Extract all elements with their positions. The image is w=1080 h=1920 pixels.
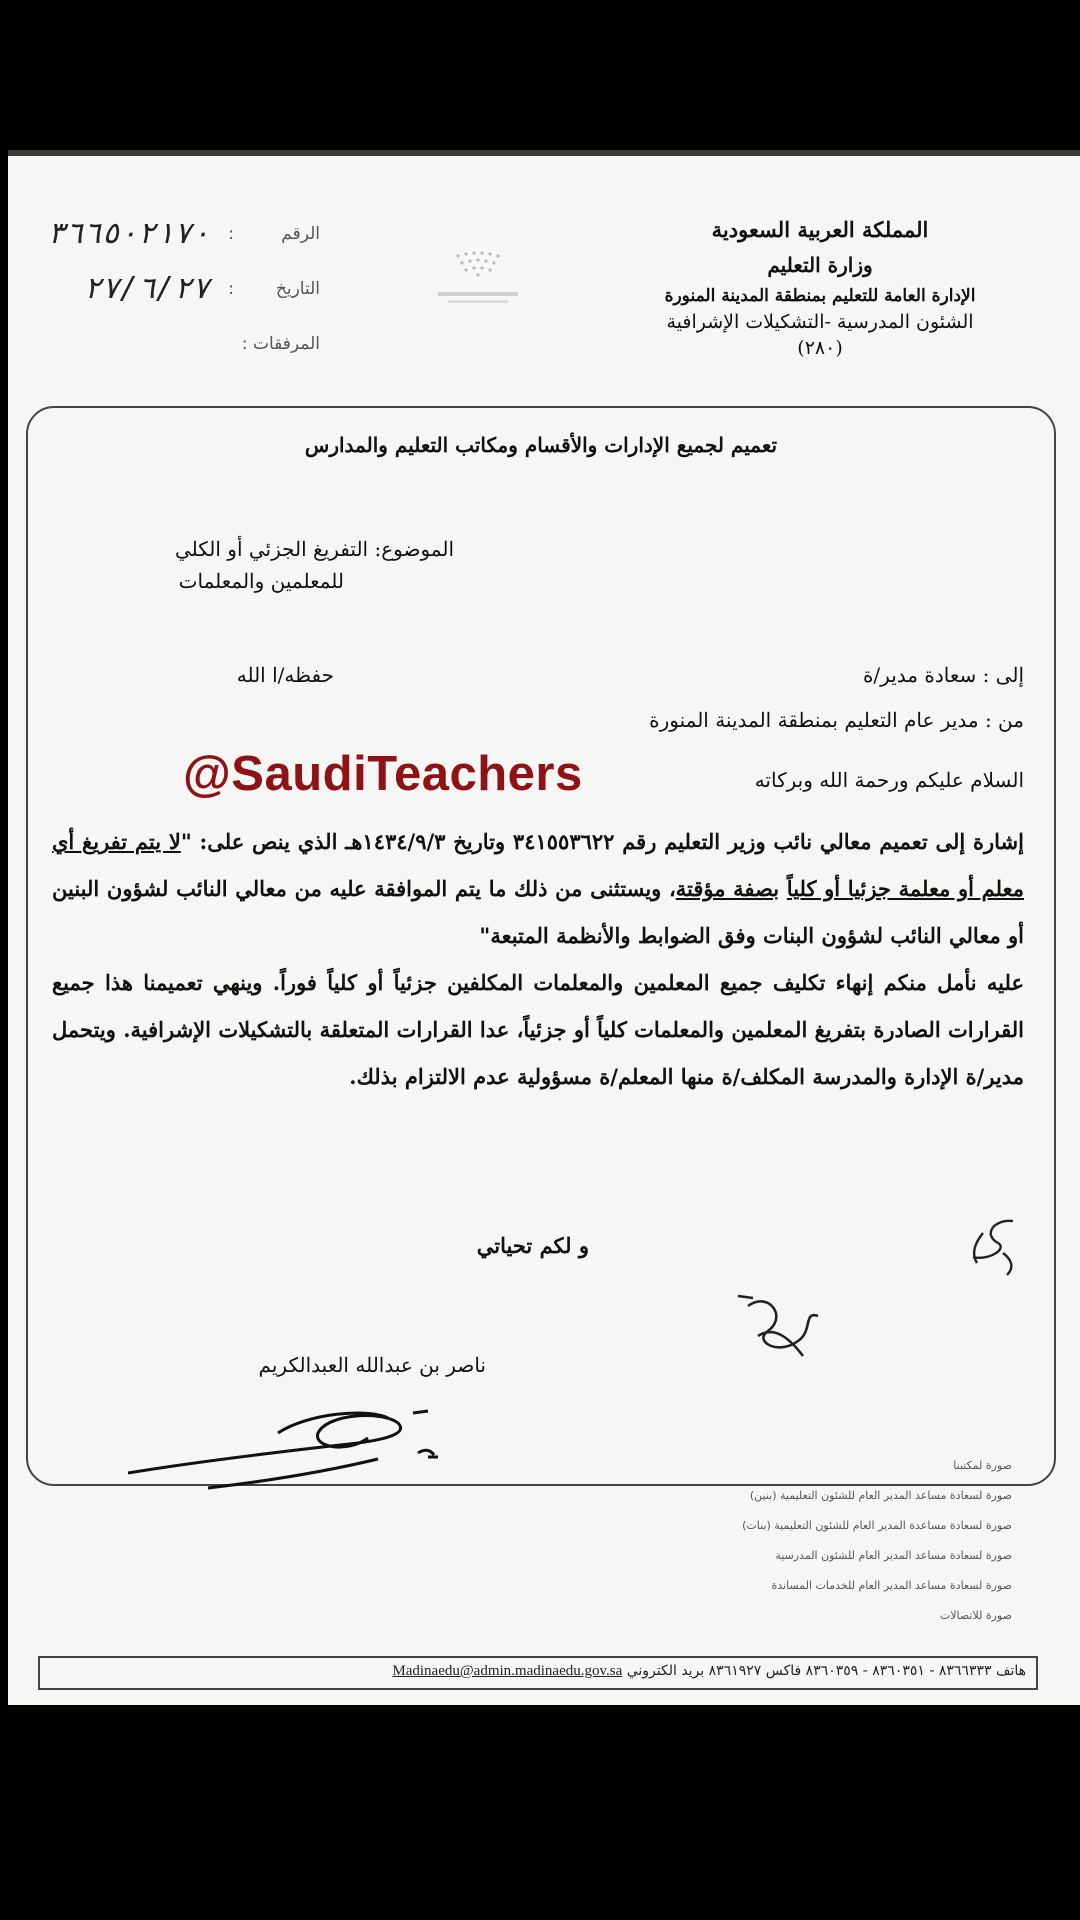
ministry-name: وزارة التعليم bbox=[767, 253, 873, 278]
ministry-logo-icon bbox=[418, 244, 538, 314]
signer-name: ناصر بن عبدالله العبدالكريم bbox=[258, 1353, 486, 1377]
reference-date-row bbox=[20, 271, 320, 311]
recipient-honorific: حفظه/ا الله bbox=[236, 663, 334, 687]
date-value: ٢٧/٦/٢٧ bbox=[83, 271, 210, 306]
closing-regards: و لكم تحياتي bbox=[476, 1233, 589, 1258]
greeting: السلام عليكم ورحمة الله وبركاته bbox=[754, 768, 1024, 792]
cc-item: صورة للاتصالات bbox=[939, 1609, 1012, 1622]
subject-line-1: الموضوع: التفريغ الجزئي أو الكلي bbox=[174, 537, 454, 561]
body-paragraph-1 bbox=[52, 818, 1024, 959]
memo-subject bbox=[94, 533, 454, 597]
department-code: (٢٨٠) bbox=[797, 336, 843, 359]
document-page bbox=[8, 150, 1080, 1705]
cc-item: صورة لمكتبنا bbox=[953, 1459, 1012, 1472]
body-paragraph-2: عليه نأمل منكم إنهاء تكليف جميع المعلمين والمعلمات المكلفين جزئياً أو كلياً فوراً. وينهي تعميمنا هذا جميع القرارات الصادرة بتفريغ المعلمين والمعلمات كلياً أو جزئياً، عدا القرارات المتعلقة بالتشكيلات الإشرافية. ويتحمل مدير/ة الإدارة والمدرسة المكلف/ة منها المعلم/ة مسؤولية عدم الالتزام بذلك. bbox=[52, 970, 1024, 1089]
cc-item: صورة لسعادة مساعد المدير العام للشئون التعليمية (بنين) bbox=[749, 1489, 1012, 1502]
reference-number-row bbox=[20, 216, 320, 256]
attachments-row bbox=[20, 326, 320, 366]
recipient-line: إلى : سعادة مدير/ة bbox=[862, 663, 1024, 687]
contact-footer bbox=[38, 1656, 1038, 1690]
para1-space bbox=[779, 876, 787, 901]
number-value: ٣٦٦٥٠٢١٧٠ bbox=[47, 216, 210, 251]
reference-fields bbox=[20, 216, 320, 376]
cc-item: صورة لسعادة مساعد المدير العام للخدمات المساندة bbox=[771, 1579, 1012, 1592]
attachments-label: المرفقات : bbox=[241, 334, 320, 354]
memo-title: تعميم لجميع الإدارات والأقسام ومكاتب التعليم والمدارس bbox=[304, 433, 778, 457]
para1-underlined-2: بصفة مؤقتة bbox=[675, 876, 780, 901]
cc-item: صورة لسعادة مساعد المدير العام للشئون المدرسية bbox=[775, 1549, 1012, 1562]
directorate-name: الإدارة العامة للتعليم بمنطقة المدينة المنورة bbox=[664, 286, 976, 307]
contact-email: Madinaedu@admin.madinaedu.gov.sa bbox=[392, 1663, 623, 1679]
kingdom-name: المملكة العربية السعودية bbox=[711, 217, 929, 242]
memo-body bbox=[52, 818, 1024, 1100]
date-colon: : bbox=[228, 279, 234, 299]
department-name: الشئون المدرسية -التشكيلات الإشرافية bbox=[666, 311, 974, 334]
cc-list bbox=[652, 1451, 1012, 1631]
director-signature-icon bbox=[128, 1393, 488, 1503]
initials-signature-icon bbox=[953, 1213, 1033, 1283]
contact-numbers: هاتف ٨٣٦٦٣٣٣ - ٨٣٦٠٣٥١ - ٨٣٦٠٣٥٩ فاكس ٨٣٦١٩٢٧ بريد الكتروني bbox=[622, 1663, 1026, 1679]
approval-signature-icon bbox=[718, 1286, 848, 1366]
letterhead bbox=[620, 216, 1020, 362]
watermark-handle: @SaudiTeachers bbox=[183, 747, 583, 801]
para1-rest: ، ويستثنى من ذلك ما يتم الموافقة عليه من معالي النائب لشؤون البنين أو معالي النائب لشؤون البنات وفق الضوابط والأنظمة المتبعة" bbox=[52, 876, 1024, 948]
cc-item: صورة لسعادة مساعدة المدير العام للشئون التعليمية (بنات) bbox=[742, 1519, 1012, 1532]
para1-intro: إشارة إلى تعميم معالي نائب وزير التعليم رقم ٣٤١٥٥٣٦٢٢ وتاريخ ١٤٣٤/٩/٣هـ الذي ينص على: " bbox=[180, 829, 1024, 854]
subject-line-2: للمعلمين والمعلمات bbox=[178, 569, 344, 593]
para1-underlined-1: لا يتم تفريغ أي معلم أو معلمة جزئيا أو كلياً bbox=[52, 829, 1024, 901]
number-label: الرقم bbox=[281, 224, 320, 244]
number-colon: : bbox=[228, 224, 234, 244]
memo-frame bbox=[26, 406, 1056, 1486]
date-label: التاريخ bbox=[275, 279, 320, 299]
sender-line: من : مدير عام التعليم بمنطقة المدينة المنورة bbox=[649, 708, 1024, 732]
